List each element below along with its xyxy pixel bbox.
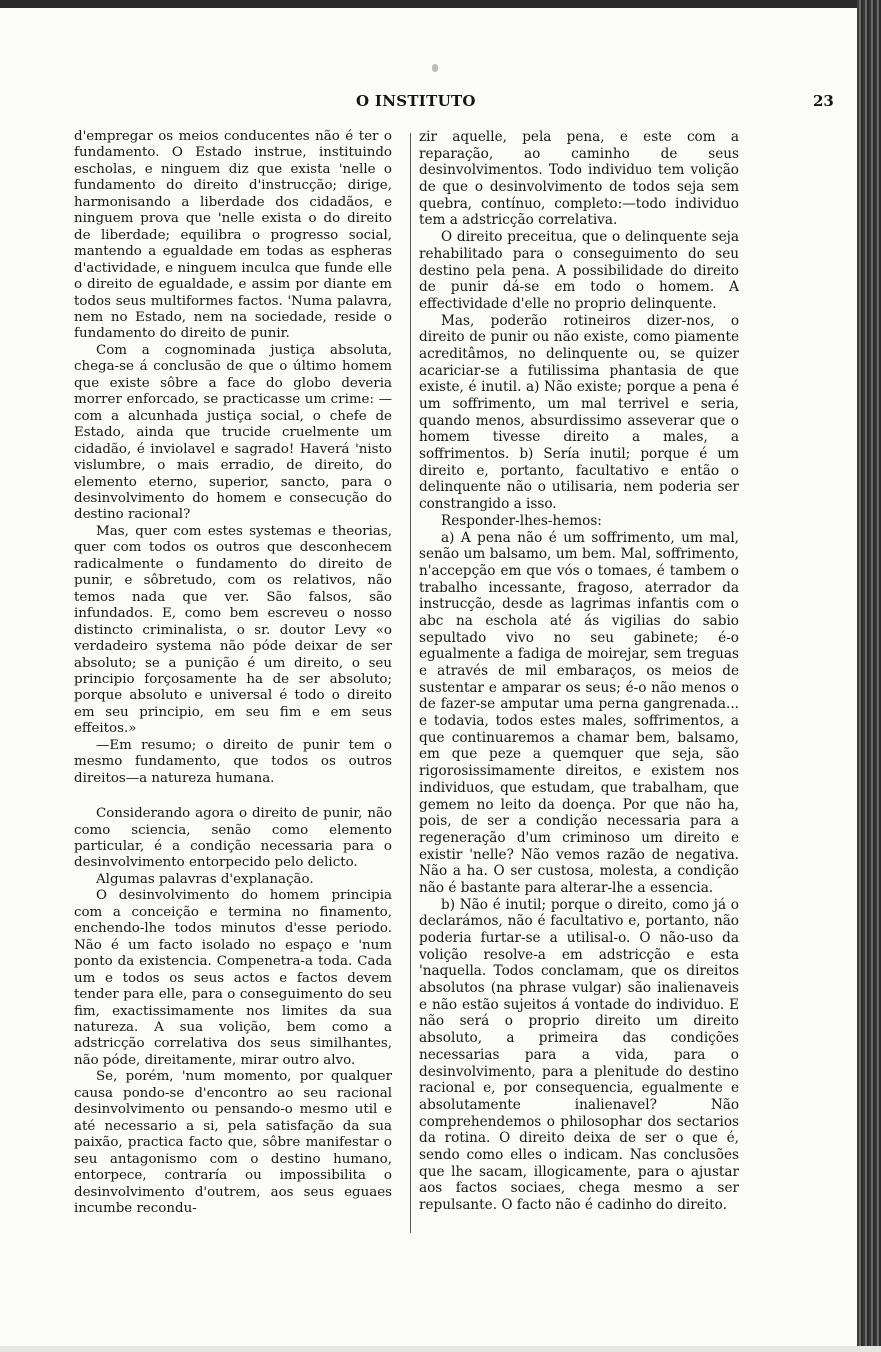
scan-bottom-edge	[0, 1346, 881, 1352]
column-divider	[410, 133, 411, 1233]
running-head	[0, 92, 845, 116]
paragraph: O direito preceitua, que o delinquente seja rehabilitado para o conseguimento do seu destino pela pena. A possibilidade do direito de punir dá-se em todo o homem. A effectividade d'elle no proprio delinquente.	[419, 229, 739, 312]
page-number: 23	[813, 92, 834, 110]
running-title: O INSTITUTO	[356, 92, 476, 110]
paragraph: Se, porém, 'num momento, por qualquer causa pondo-se d'encontro ao seu racional desinvolvimento ou pensando-o mesmo util e até necessario a si, pela satisfação da sua paixão, practica facto que, sôbre manifestar o seu antagonismo com o destino humano, entorpece, contraría ou impossibilita o desinvolvimento d'outrem, aos seus eguaes incumbe recondu-	[74, 1069, 392, 1216]
paragraph: Com a cognominada justiça absoluta, chega-se á conclusão de que o último homem que existe sôbre a face do globo deveria morrer enforcado, se practicasse um crime: —com a alcunhada justiça social, o chefe de Estado, ainda que trucide cruelmente um cidadão, é inviolavel e sagrado! Haverá 'nisto vislumbre, o mais erradio, de direito, do elemento eterno, superior, sancto, para o desinvolvimento do homem e consecução do destino racional?	[74, 342, 392, 523]
paragraph: Considerando agora o direito de punir, não como sciencia, senão como elemento particular, é a condição necessaria para o desinvolvimento entorpecido pelo delicto.	[74, 806, 392, 871]
ink-speck	[432, 64, 438, 72]
paragraph: —Em resumo; o direito de punir tem o mesmo fundamento, que todos os outros direitos—a natureza humana.	[74, 737, 392, 786]
paragraph: Mas, poderão rotineiros dizer-nos, o direito de punir ou não existe, como piamente acreditâmos, no delinquente ou, se quizer acariciar-se a futilissima phantasia de que existe, é inutil. a) Não existe; porque a pena é um soffrimento, um mal terrivel e seria, quando menos, absurdissimo asseverar que o homem tivesse direito a males, a soffrimentos. b) Sería inutil; porque é um direito e, portanto, facultativo e então o delinquente não o utilisaria, nem poderia ser constrangido a isso.	[419, 312, 739, 513]
book-spine-edge	[857, 0, 881, 1352]
scan-top-edge	[0, 0, 881, 8]
paragraph: Algumas palavras d'explanação.	[96, 871, 314, 887]
right-column	[419, 129, 739, 1214]
paragraph: zir aquelle, pela pena, e este com a reparação, ao caminho de seus desinvolvimentos. Todo individuo tem volição de que o desinvolvimento de todos seja sem quebra, contínuo, completo:—todo individuo tem a adstricção correlativa.	[419, 129, 739, 229]
left-column	[74, 129, 392, 1217]
paragraph: a) A pena não é um soffrimento, um mal, senão um balsamo, um bem. Mal, soffrimento, n'accepção em que vós o tomaes, é tambem o trabalho incessante, fragoso, aterrador da instrucção, desde as lagrimas infantis com o abc na eschola até ás vigilias do sabio sepultado vivo no seu gabinete; é-o egualmente a fadiga de moirejar, sem treguas e através de mil embaraços, os meios de sustentar e amparar os seus; é-o não menos o de fazer-se amputar uma perna gangrenada... e todavia, todos estes males, soffrimentos, a que continuaremos a chamar bem, balsamo, em que peze a quemquer que seja, são rigorosissimamente direitos, e existem nos individuos, que estudam, que trabalham, que gemem no leito da doença. Por que não ha, pois, de ser a condição necessaria para a regeneração d'um criminoso um direito e existir 'nelle? Não vemos razão de negativa. Não a ha. O ser custosa, molesta, a condição não é bastante para alterar-lhe a essencia.	[419, 529, 739, 896]
paragraph: Mas, quer com estes systemas e theorias, quer com todos os outros que desconhecem radicalmente o fundamento do direito de punir, e sôbretudo, com os relativos, não temos nada que ver. São falsos, são infundados. E, como bem escreveu o nosso distincto criminalista, o sr. doutor Levy «o verdadeiro systema não póde deixar de ser absoluto; se a punição é um direito, o seu principio forçosamente ha de ser absoluto; porque absoluto e universal é todo o direito em seu principio, em seu fim e em seus effeitos.»	[74, 523, 392, 737]
paragraph: b) Não é inutil; porque o direito, como já o declarámos, não é facultativo e, portanto, não poderia furtar-se a utilisal-o. O não-uso da volição resolve-a em adstricção e esta 'naquella. Todos conclamam, que os direitos absolutos (na phrase vulgar) são inalienaveis e não estão sujeitos á vontade do individuo. E não será o proprio direito um direito absoluto, a primeira das condições necessarias para a vida, para o desinvolvimento, para a plenitude do destino racional e, por consequencia, egualmente e absolutamente inalienavel? Não comprehendemos o philosophar dos sectarios da rotina. O direito deixa de ser o que é, sendo como elles o indicam. Nas conclusões que lhe sacam, illogicamente, para o ajustar aos factos sociaes, chega mesmo a ser repulsante. O facto não é cadinho do direito.	[419, 896, 739, 1213]
paragraph: O desinvolvimento do homem principia com a conceição e termina no finamento, enchendo-lhe todos minutos d'esse periodo. Não é um facto isolado no espaço e 'num ponto da existencia. Compenetra-a toda. Cada um e todos os seus actos e factos devem tender para elle, para o conseguimento do seu fim, exactissimamente nos limites da sua natureza. A sua volição, bem como a adstricção correlativa dos seus similhantes, não póde, direitamente, mirar outro alvo.	[74, 888, 392, 1068]
paragraph: Responder-lhes-hemos:	[441, 512, 602, 529]
paragraph: d'empregar os meios conducentes não é ter o fundamento. O Estado instrue, instituindo escholas, e ninguem diz que exista 'nelle o fundamento do direito d'instrucção; dirige, harmonisando a liberdade dos cidadãos, e ninguem prova que 'nelle exista o do direito de liberdade; equilibra o progresso social, mantendo a egualdade em todas as espheras d'actividade, e ninguem inculca que funde elle o direito de egualdade, e assim por diante em todos seus multiformes factos. 'Numa palavra, nem no Estado, nem na sociedade, reside o fundamento do direito de punir.	[74, 129, 392, 342]
